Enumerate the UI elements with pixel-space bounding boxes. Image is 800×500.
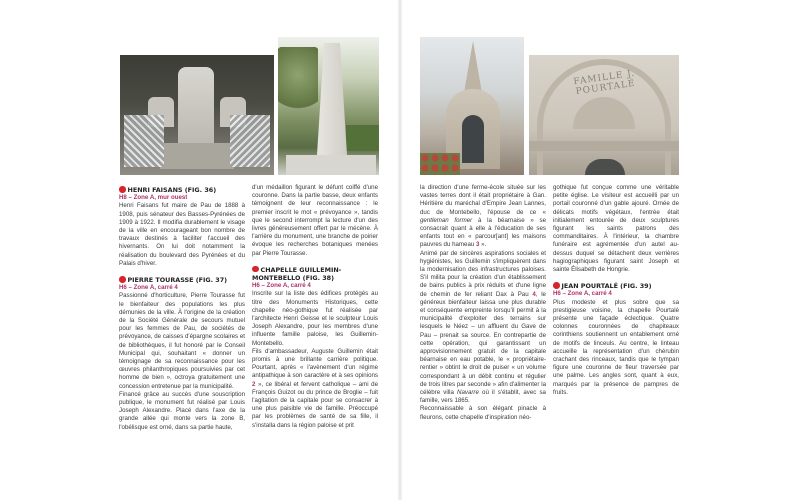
- entry-body: Plus modeste et plus sobre que sa prestigieuse voisine, la chapelle Pourtalé présente une façade éclectique. Quatre colonnes couronnées de chapiteaux corinthiens soutiennent un entablement orné de motifs de linceuls. Au centre, le linteau accueille la représentation d'un chérubin crachant des rinceaux, tandis que le tympan figure une couronne de fleur traversée par une palme. Les angles sont, quant à eux, marqués par la présence de pampres de fruits.: [553, 298, 679, 396]
- entry-body: Animé par de sincères aspirations sociales et hygiénistes, les Guillemin s'impliquèrent dans la modernisation des infrastructures paloises. S'il milita pour la création d'un établissement de bains publics à prix réduits et d'une ligne de chemin de fer reliant Dax à Pau 4, le généreux bienfaiteur laissa une plus durable et conséquente empreinte lorsqu'il permit à la municipalité d'exploiter des terrains sur lesquels le Néez – un affluent du Gave de Pau – prenait sa source. En contrepartie de cette opération, qui garantissant un approvisionnement gratuit de la capitale béarnaise en eau potable, le « propriétaire-rentier » obtint le droit de puiser « un volume correspondant à un débit continu et régulier de trois litres par seconde » afin d'alimenter la célèbre villa Navarre où il s'établit, avec sa famille, vers 1865.: [420, 249, 546, 405]
- flower-pots: [420, 153, 460, 175]
- hedge: [346, 125, 379, 151]
- entry-body-continued: Financé grâce au succès d'une souscription publique, le monument fut réalisé par Louis Joseph Alexandre. Placé dans l'axe de la grande allée qui monte vers la zone B, l'obélisque est orné, dans sa partie haute,: [119, 390, 245, 431]
- entry-body-continued: d'un médaillon figurant le défunt coiffé d'une couronne. Dans la partie basse, deux enfants témoignent de leur reconnaissance : le premier inscrit le mot « prévoyance », tandis que le second interrompt la lecture d'un des livres généreusement offert par le mécène. À l'arrière du monument, une branche de poirier évoque les recherches botaniques menées par Pierre Tourasse.: [252, 184, 378, 257]
- entry-location: H6 – Zone A, carré 4: [252, 282, 311, 290]
- obelisk: [316, 43, 348, 171]
- lintel: [529, 141, 679, 151]
- iron-railing-left: [124, 115, 164, 167]
- entry-body-continued: gothique fut conçue comme une véritable petite église. Le visiteur est accueilli par un portail couronné d'un gable ajouré. Ornée de délicats motifs végétaux, l'entrée était initialement entourée de deux sculptures figurant les saints patrons des commanditaires. À l'intérieur, la chambre funéraire est agrémentée d'un autel au-dessus duquel se détachent deux verrières hagiographiques figurant saint Joseph et sainte Élisabeth de Hongrie.: [553, 184, 679, 274]
- plinth: [286, 155, 376, 175]
- entry-title-pourtale: JEAN POURTALÉ (FIG. 39): [553, 282, 679, 290]
- entry-body: Inscrite sur la liste des édifices protégés au titre des Monuments Historiques, cette chapelle néo-gothique fut réalisée par l'architecte Henri Geisse et le sculpteur Louis Joseph Alexandre, pour les membres d'une influente famille paloise, les Guillemin-Montebello.: [252, 290, 378, 347]
- text-column-2: [252, 184, 378, 430]
- entry-number-badge: [119, 186, 126, 193]
- book-gutter: [398, 0, 402, 500]
- photo-fig39-pourtale-facade: [529, 55, 679, 175]
- photo-fig38-guillemin-chapel: [420, 37, 524, 175]
- text-column-1: [119, 184, 245, 432]
- entry-number-badge: [252, 266, 259, 273]
- entry-title-faisans: HENRI FAISANS (FIG. 36): [119, 186, 245, 194]
- entry-location: H6 – Zone A, carré 4: [119, 284, 178, 292]
- chapel-door: [462, 115, 484, 163]
- entry-body-continued: la direction d'une ferme-école située sur les vastes terres dont il était propriétaire à Gan. Héritière du maréchal d'Empire Jean Lannes, duc de Montebello, l'épouse de ce « gentleman former à la béarnaise » se consacrait quant à elle à l'éducation de ses enfants tout en « parcour[ant] les maisons pauvres du hameau 3 ».: [420, 184, 547, 249]
- chapel-spire: [464, 41, 482, 93]
- entry-body: Reconnaissable à son élégant pinacle à fleurons, cette chapelle d'inspiration néo-: [420, 405, 546, 421]
- tomb-central-stele: [178, 67, 214, 155]
- iron-railing-right: [230, 115, 270, 167]
- entry-body: Henri Faisans fut maire de Pau de 1888 à 1908, puis sénateur des Basses-Pyrénées de 1909 à 1922. Il modifia durablement le visage de la ville en encourageant bon nombre de travaux destinés à faciliter l'accueil des hivernants. On lui doit notamment la réalisation du boulevard des Pyrénées et du Palais d'hiver.: [119, 202, 245, 267]
- tomb-slab: [160, 143, 234, 169]
- text-column-3: [420, 184, 546, 422]
- entry-body: Passionné d'horticulture, Pierre Tourasse fut le bienfaiteur des populations les plus démunies de la ville. À l'origine de la création de la Société Générale de secours mutuel pour les femmes de Pau, de sociétés de prévoyance, de caisses d'épargne scolaires et de bibliothèques, il fut honoré par le Conseil Municipal qui, souhaitant « donner un témoignage de sa reconnaissance pour les œuvres philanthropiques poursuivies par cet homme de bien », octroya gratuitement une concession entretenue par la municipalité.: [119, 292, 245, 390]
- trees: [278, 47, 318, 117]
- entry-location: H8 – Zone A, mur ouest: [119, 194, 188, 202]
- entry-title-tourasse: PIERRE TOURASSE (FIG. 37): [119, 276, 245, 284]
- photo-fig37-tourasse-obelisk: [278, 37, 379, 175]
- entry-number-badge: [119, 276, 126, 283]
- text-column-4: [553, 184, 679, 397]
- facade-inscription: FAMILLE J. POURTALÉ: [572, 68, 637, 98]
- footnote-ref: 4: [532, 290, 536, 298]
- photo-fig36-faisans-tomb: [120, 55, 274, 175]
- entry-location: H6 – Zone A, carré 4: [553, 290, 612, 298]
- entry-title-guillemin: CHAPELLE GUILLEMIN-MONTEBELLO (FIG. 38): [252, 265, 342, 283]
- entry-number-badge: [553, 282, 560, 289]
- footnote-ref: 3: [476, 241, 480, 249]
- footnote-ref: 2: [252, 380, 256, 388]
- entry-body: Fils d'ambassadeur, Auguste Guillemin était promis à une brillante carrière politique. Pourtant, après « l'avènement d'un régime antipathique à son caractère et à ses opinions 2 », ce libéral et fervent catholique – ami de François Guizot ou du prince de Broglie – fuit l'agitation de la capitale pour se consacrer à une plus paisible vie de famille. Préoccupé par les problèmes de santé de sa fille, il s'installa dans la région paloise et prit: [252, 347, 378, 429]
